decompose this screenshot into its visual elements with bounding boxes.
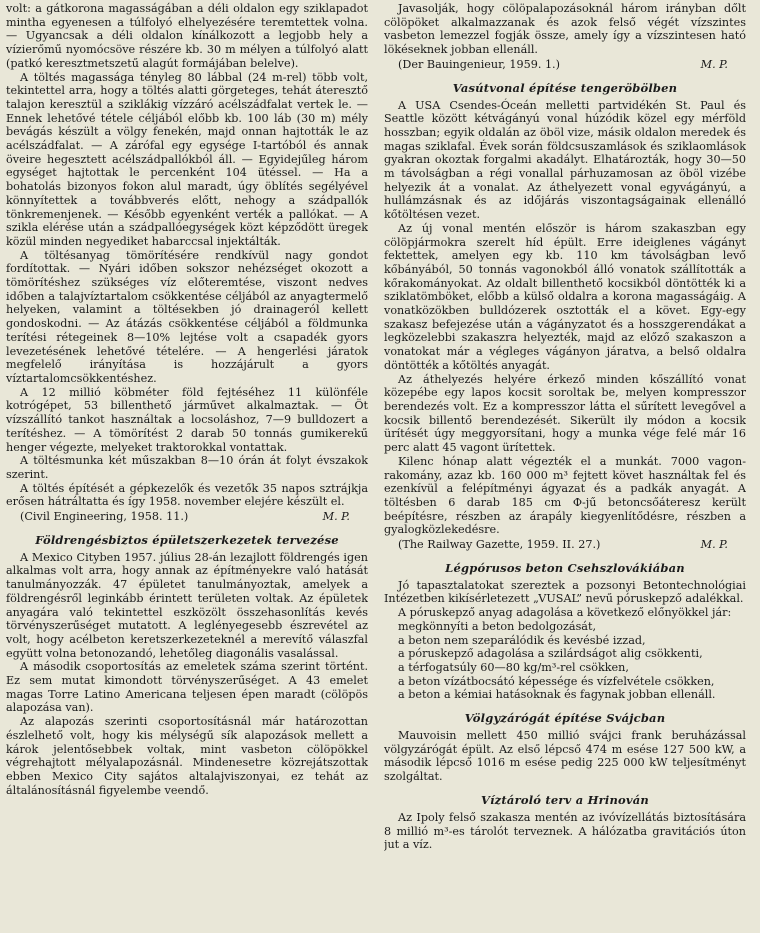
author-initials: M. P. — [322, 510, 350, 524]
paragraph: A USA Csendes-Óceán melletti partvidékén St. Paul és Seattle között kétvágányú vonal húzódik közel egy mérföld hosszban; egyik oldalán az öböl vize, másik oldalon meredek és magas sziklafal. Évek során földcsuszamlások és sziklaomlások gyakran okoztak forgalmi akadályt. Elhatározták, hogy 30—50 m távolságban a régi vonallal párhuzamosan az öböl vizébe helyezik át a vonalat. Az áthelyezett vonal egyvágányú, a hullámzásnak és az időjárás viszontagságainak ellenálló kőtöltésen vezet. — [384, 98, 746, 222]
article-title: Földrengésbiztos épületszerkezetek tervezése — [35, 532, 339, 547]
source-citation: (Der Bauingenieur, 1959. 1.) — [398, 57, 560, 71]
paragraph: Az áthelyezés helyére érkező minden kőszállító vonat közepébe egy lapos kocsit soroltak be, melyen kompresszor berendezés volt. Ez a kompresszor látta el sűrített levegővel a kocsik billentő berendezését. Sikerült ily módon a kocsik ürítését úgy meggyorsítani, hogy a munka vége felé már 16 perc alatt 45 vagont ürítettek. — [384, 372, 746, 455]
paragraph: A 12 millió köbméter föld fejtéséhez 11 különféle kotrógépet, 53 billenthető járművet alkalmaztak. — Öt vízszállító tankot használtak a locsoláshoz, 7—9 bulldozert a terítéshez. — A tömörítést 2 darab 50 tonnás gumikerekű henger végezte, melyeket traktorokkal vontattak. — [6, 385, 368, 454]
list-item: megkönnyíti a beton bedolgozását, — [398, 619, 597, 633]
paragraph: volt: a gátkorona magasságában a déli oldalon egy sziklapadot mintha egyenesen a túlfolyó elhelyezésére teremtettek volna. — Ugyancsak a déli oldalon kínálkozott a legjobb hely a vízierőmű nyomócsöve részére kb. 30 m mélyen a túlfolyó alatt (patkó keresztmetszetű alagút formájában belelve). — [6, 2, 368, 70]
left-column — [6, 2, 368, 933]
article-title: Vasútvonal építése tengeröbölben — [452, 80, 678, 95]
author-initials: M. P. — [700, 538, 728, 552]
list-item: a póruskepző adagolása a szilárdságot alig csökkenti, — [398, 647, 703, 661]
list-item: a beton vízátbocsátó képessége és vízfelvétele csökken, — [398, 674, 715, 688]
paragraph: A Mexico Cityben 1957. július 28-án lezajlott földrengés igen alkalmas volt arra, hogy annak az építményekre való hatását tanulmányozzák. 47 épületet tanulmányoztak, amelyek a földrengésről leginkább érintett területen voltak. Az épületek anyagára való tekintettel eszközölt összehasonlítás kevés törvényszerűséget mutatott. A leglényegesebb észrevétel az volt, hogy acélbeton keretszerkezeteknél a merevítő válaszfal együtt volna betonozandó, lehetőleg diagonális vasalással. — [6, 550, 368, 660]
paragraph: A póruskepző anyag adagolása a következő előnyökkel jár: — [398, 606, 732, 620]
list-item: a beton a kémiai hatásoknak és fagynak jobban ellenáll. — [398, 688, 716, 702]
source-line — [6, 509, 368, 524]
list-item: a beton nem szeparálódik és kevésbé izzad, — [398, 633, 646, 647]
paragraph: Javasolják, hogy cölöpalapozásoknál három irányban dőlt cölöpöket alkalmazzanak és azok felső végét vízszintes vasbeton lemezzel fogják össze, amely így a vízszintesen ható lökéseknek jobban ellenáll. — [384, 2, 746, 57]
article-title: Víztároló terv a Hrinován — [480, 792, 649, 807]
source-citation: (The Railway Gazette, 1959. II. 27.) — [398, 538, 601, 552]
benefit-list — [384, 620, 746, 702]
paragraph: Kilenc hónap alatt végezték el a munkát. 7000 vagon-rakomány, azaz kb. 160 000 m³ fejtett követ használtak fel és ezenkívül a felépítményi ágyazat és a padkák anyagát. A töltésben 6 darab 185 cm Φ-jű betoncsőáteresz került beépítésre, részben az árapály kiegyenlítődésre, részben a gyalogközlekedésre. — [384, 454, 746, 537]
paragraph: A töltésmunka két műszakban 8—10 órán át folyt évszakok szerint. — [6, 454, 368, 481]
list-item: a térfogatsúly 60—80 kg/m³-rel csökken, — [398, 660, 629, 674]
paragraph: A töltésanyag tömörítésére rendkívül nagy gondot fordítottak. — Nyári időben sokszor nehézséget okozott a tömörítéshez szükséges víz előteremtése, viszont nedves időben a talajvíztartalom csökkentése céljából az anyagtermelő helyeken, valamint a töltésekben jó drainageról kellett gondoskodni. — Az átázás csökkentése céljából a földmunka terítési rétegeinek 8—10% lejtése volt a csapadék gyors levezetésének lehetővé tételére. — A hengerlési járatok megfelelő irányítása is hozzájárult a gyors víztartalomcsökkentéshez. — [6, 248, 368, 385]
paragraph: A második csoportosítás az emeletek száma szerint történt. Ez sem mutat kimondott törvényszerűséget. A 43 emelet magas Torre Latino Americana teljesen épen maradt (cölöpös alapozása van). — [6, 660, 368, 715]
paragraph: Jó tapasztalatokat szereztek a pozsonyi Betontechnológiai Intézetben kikísérletezett „VUSAL” nevű póruskepző adalékkal. — [384, 578, 746, 606]
paragraph: A töltés magassága tényleg 80 lábbal (24 m-rel) több volt, tekintettel arra, hogy a töltés alatti görgeteges, tehát áteresztő talajon keresztül a sziklákig vízzáró acélszádfalat vertek le. — Ennek lehetővé tétele céljából előbb kb. 100 láb (30 m) mély bevágás készült a völgy fenekén, majd onnan hajtották le az acélszádfalat. — A zárófal egy egysége I-tartóból és annak öveire hegesztett acélszádpallókból áll. — Egyidejűleg három egységet hajtottak le percenként 104 ütéssel. — Ha a bohatolás bizonyos fokon alul maradt, úgy öblítés segélyével könnyítettek a továbbverés előtt, nehogy a szádpallók tönkremenjenek. — Később egyenként verték a pallókat. — A szikla elérése után a szádpallóegységek közt képződött üregek közül minden negyediket habarccsal injektálták. — [6, 70, 368, 248]
source-line — [384, 537, 746, 552]
article-title: Légpórusos beton Csehszlovákiában — [445, 560, 685, 575]
paragraph: Az alapozás szerinti csoportosításnál már határozottan észlelhető volt, hogy kis mélységű sík alapozások mellett a károk jelentősebbek voltak, mint vasbeton cölöpökkel végrehajtott mélyalapozásnál. Mindenesetre közrejátszottak ebben Mexico City sajátos altalajviszonyai, ez tehát az általánosításnál figyelembe veendő. — [6, 715, 368, 797]
paragraph: Az Ipoly felső szakasza mentén az ivóvízellátás biztosítására 8 millió m³-es tárolót terveznek. A hálózatba gravitációs úton jut a víz. — [384, 810, 746, 852]
article-title: Völgyzárógát építése Svájcban — [464, 711, 666, 726]
source-line — [384, 57, 746, 72]
source-citation: (Civil Engineering, 1958. 11.) — [20, 510, 189, 524]
paragraph: Az új vonal mentén először is három szakaszban egy cölöpjármokra szerelt híd épült. Erre ideiglenes vágányt fektettek, amelyen egy kb. 110 km távolságban levő kőbányából, 50 tonnás vagonokból álló vonatok szállították a kőrakományokat. Az oldalt billenthető kocsikból döntötték ki a sziklatömböket, előbb a külső oldalra a korona magasságáig. A vonatközökben bulldózerek osztották el a követ. Egy-egy szakasz befejezése után a vágányzatot és a hosszgerendákat a legközelebbi szakaszra helyezték, majd az előző szakaszon a vonatokat már a végleges vágányon járatva, a belső oldalra döntötték a kőtöltés anyagát. — [384, 221, 746, 372]
right-column — [384, 2, 746, 933]
paragraph: A töltés építését a gépkezelők és vezetők 35 napos sztrájkja erősen hátráltatta és így 1958. november elejére készült el. — [6, 481, 368, 509]
author-initials: M. P. — [700, 57, 728, 71]
paragraph: Mauvoisin mellett 450 millió svájci frank beruházással völgyzárógát épült. Az első lépcső 474 m esése 127 500 kW, a második lépcső 1016 m esése pedig 225 000 kW teljesítményt szolgáltat. — [384, 729, 746, 784]
